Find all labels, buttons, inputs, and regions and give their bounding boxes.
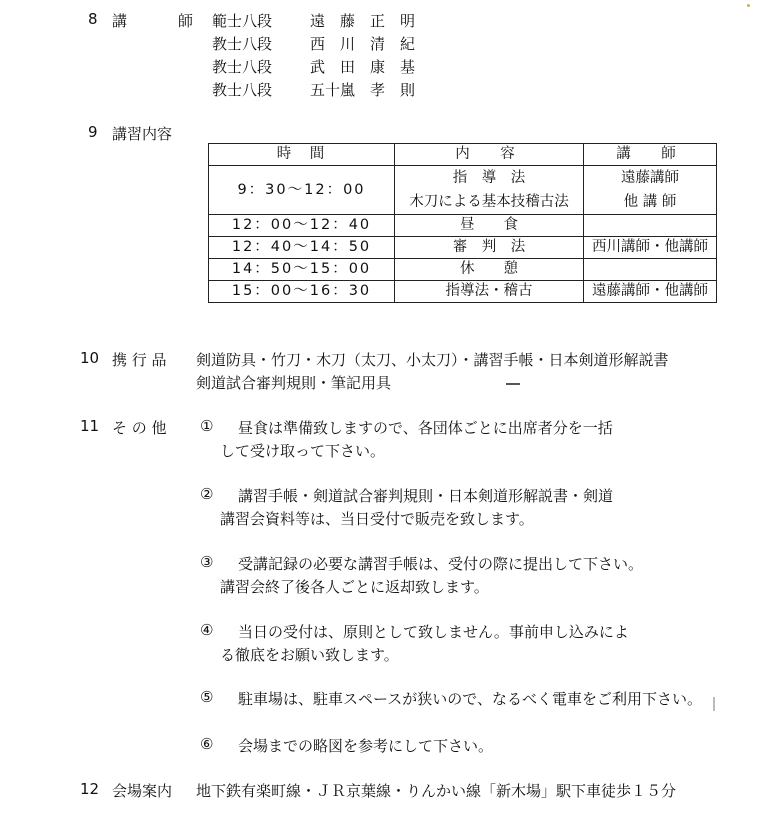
table-row <box>209 281 717 303</box>
section-number: 9 <box>88 123 98 141</box>
note-marker: ⑤ <box>200 688 214 706</box>
section-number: 8 <box>88 10 98 28</box>
note-line: 講習会終了後各人ごとに返却致します。 <box>220 578 489 596</box>
lecturer-name: 遠 藤 正 明 <box>310 12 416 30</box>
table-row <box>209 237 717 259</box>
lecturer-cell: 西川講師・他講師 <box>584 237 717 259</box>
note-line: 講習手帳・剣道試合審判規則・日本剣道形解説書・剣道 <box>238 487 614 505</box>
scan-mark <box>713 697 715 711</box>
note-line: して受け取って下さい。 <box>220 442 386 460</box>
lecturer-cell <box>584 166 717 215</box>
note-marker: ② <box>200 485 214 503</box>
time-cell: 15：00～16：30 <box>209 281 395 303</box>
venue-directions: 地下鉄有楽町線・ＪＲ京葉線・りんかい線「新木場」駅下車徒歩１５分 <box>196 782 677 800</box>
column-header-time: 時 間 <box>209 144 395 166</box>
lecturer-rank: 教士八段 <box>212 81 273 99</box>
items-line: 剣道試合審判規則・筆記用具 <box>196 374 392 392</box>
lecturer-rank: 教士八段 <box>212 35 273 53</box>
table-row <box>209 259 717 281</box>
lecturer-cell <box>584 259 717 281</box>
note-marker: ① <box>200 417 214 435</box>
lecturer-line: 遠藤講師 <box>621 170 679 186</box>
content-line: 木刀による基本技稽古法 <box>409 194 569 210</box>
column-header-content: 内 容 <box>395 144 584 166</box>
scan-speck <box>747 4 750 7</box>
note-marker: ⑥ <box>200 735 214 753</box>
scan-mark <box>506 383 520 385</box>
lecturer-rank: 範士八段 <box>212 12 273 30</box>
note-line: る徹底をお願い致します。 <box>220 646 399 664</box>
time-cell: 9：30～12：00 <box>209 166 395 215</box>
table-row <box>209 166 717 215</box>
section-heading: 携 行 品 <box>112 351 167 369</box>
table-row <box>209 215 717 237</box>
lecturer-cell: 遠藤講師・他講師 <box>584 281 717 303</box>
note-line: 会場までの略図を参考にして下さい。 <box>238 737 494 755</box>
section-heading: 講 師 <box>112 12 212 30</box>
section-heading: 講習内容 <box>112 125 173 143</box>
lecturer-name: 武 田 康 基 <box>310 58 416 76</box>
content-cell: 審 判 法 <box>395 237 584 259</box>
time-cell: 14：50～15：00 <box>209 259 395 281</box>
time-cell: 12：40～14：50 <box>209 237 395 259</box>
content-cell <box>395 166 584 215</box>
time-cell: 12：00～12：40 <box>209 215 395 237</box>
content-line: 指 導 法 <box>452 170 526 186</box>
lecturer-name: 西 川 清 紀 <box>310 35 416 53</box>
content-cell: 休 憩 <box>395 259 584 281</box>
content-cell: 指導法・稽古 <box>395 281 584 303</box>
note-marker: ④ <box>200 621 214 639</box>
column-header-lecturer: 講 師 <box>584 144 717 166</box>
section-heading: 会場案内 <box>112 782 173 800</box>
note-marker: ③ <box>200 553 214 571</box>
section-number: 10 <box>80 349 100 367</box>
items-line: 剣道防具・竹刀・木刀（太刀、小太刀）・講習手帳・日本剣道形解説書 <box>196 351 669 369</box>
lecturer-rank: 教士八段 <box>212 58 273 76</box>
note-line: 当日の受付は、原則として致しません。事前申し込みによ <box>238 623 629 641</box>
section-number: 11 <box>80 417 100 435</box>
note-line: 駐車場は、駐車スペースが狭いので、なるべく電車をご利用下さい。 <box>238 690 702 708</box>
lecturer-name: 五十嵐 孝 則 <box>310 81 416 99</box>
section-number: 12 <box>80 780 100 798</box>
table-header-row <box>209 144 717 166</box>
content-cell: 昼 食 <box>395 215 584 237</box>
note-line: 受講記録の必要な講習手帳は、受付の際に提出して下さい。 <box>238 555 644 573</box>
note-line: 講習会資料等は、当日受付で販売を致します。 <box>220 510 534 528</box>
schedule-table <box>208 143 717 303</box>
lecturer-cell <box>584 215 717 237</box>
note-line: 昼食は準備致しますので、各団体ごとに出席者分を一括 <box>238 419 613 437</box>
lecturer-line: 他 講 師 <box>623 194 677 210</box>
section-heading: そ の 他 <box>112 419 167 437</box>
